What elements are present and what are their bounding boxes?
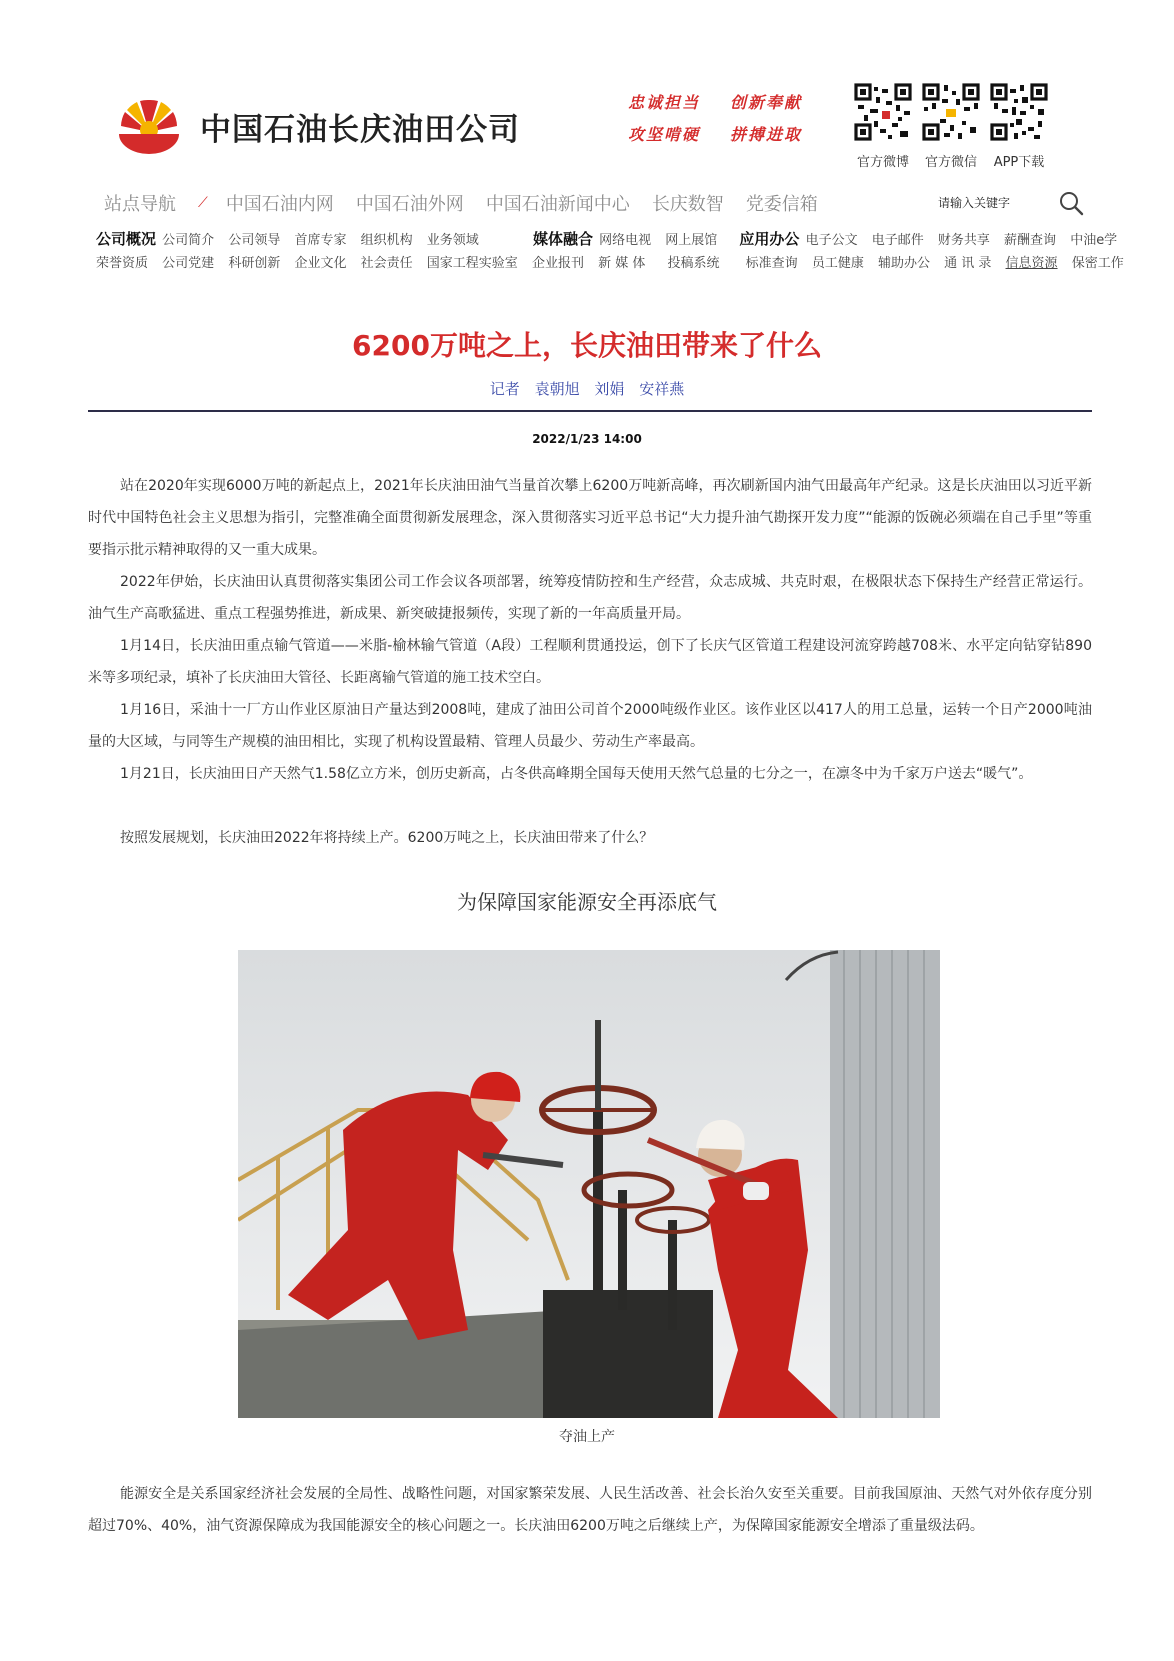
byline-label: 记者 [489,380,520,398]
app-download-qr-code-icon[interactable] [990,82,1048,142]
nav-site-navigation[interactable]: 站点导航 [104,194,176,215]
link-confidentiality[interactable]: 保密工作 [1071,256,1124,271]
link-honors[interactable]: 荣誉资质 [96,256,149,271]
link-office-assist[interactable]: 辅助办公 [877,256,930,271]
link-organization[interactable]: 组织机构 [360,233,413,248]
petrochina-logo[interactable] [118,92,180,154]
link-party-building[interactable]: 公司党建 [162,256,215,271]
link-email[interactable]: 电子邮件 [871,233,924,248]
link-cnpc-elearning[interactable]: 中油e学 [1070,233,1118,248]
byline [0,378,1174,399]
link-research[interactable]: 科研创新 [228,256,281,271]
top-nav [104,190,840,216]
link-corporate-culture[interactable]: 企业文化 [294,256,347,271]
qr-label-wechat: 官方微信 [924,155,977,170]
company-name: 中国石油长庆油田公司 [200,112,520,148]
article-paragraph: 1月16日，采油十一厂方山作业区原油日产量达到2008吨，建成了油田公司首个2000吨级作业区。该作业区以417人的用工总量，运转一个日产2000吨油量的大区域，与同等生产规模的油田相比，实现了机构设置最精、管理人员最少、劳动生产率最高。 [88,702,1092,750]
search-input[interactable]: 请输入关键字 [938,196,1011,210]
search-icon[interactable] [1058,190,1084,216]
slogan-3: 攻坚啃硬 [628,125,701,144]
link-row-1 [96,228,1127,249]
qr-label-app: APP下载 [993,155,1045,170]
link-social-responsibility[interactable]: 社会责任 [360,256,413,271]
link-online-exhibition[interactable]: 网上展馆 [665,233,718,248]
link-e-documents[interactable]: 电子公文 [805,233,858,248]
article-paragraph: 1月14日，长庆油田重点输气管道——米脂-榆林输气管道（A段）工程顺利贯通投运，创下了长庆气区管道工程建设河流穿跨越708米、水平定向钻穿钻890米等多项纪录，填补了长庆油田大管径、长距离输气管道的施工技术空白。 [88,638,1092,686]
article-photo [238,950,940,1418]
title-divider [88,410,1092,412]
article-title: 6200万吨之上，长庆油田带来了什么 [352,329,822,362]
slogan-4: 拼搏进取 [730,125,803,144]
slogan-2: 创新奉献 [730,93,803,112]
nav-petrochina-intranet[interactable]: 中国石油内网 [225,194,334,215]
author: 刘娟 [594,380,625,398]
link-chief-experts[interactable]: 首席专家 [294,233,347,248]
article-paragraph: 能源安全是关系国家经济社会发展的全局性、战略性问题，对国家繁荣发展、人民生活改善、社会长治久安至关重要。目前我国原油、天然气对外依存度分别超过70%、40%，油气资源保障成为我国能源安全的核心问题之一。长庆油田6200万吨之后继续上产，为保障国家能源安全增添了重量级法码。 [88,1486,1092,1534]
link-company-leaders[interactable]: 公司领导 [228,233,281,248]
link-standards-query[interactable]: 标准查询 [745,256,798,271]
nav-changqing-digital[interactable]: 长庆数智 [651,194,724,215]
nav-party-mailbox[interactable]: 党委信箱 [745,194,818,215]
link-network-tv[interactable]: 网络电视 [599,233,652,248]
slogan-1: 忠诚担当 [628,93,701,112]
group-office-apps: 应用办公 [739,230,800,248]
link-row-2 [96,252,1134,271]
nav-petrochina-internet[interactable]: 中国石油外网 [355,194,464,215]
article-paragraph: 按照发展规划，长庆油田2022年将持续上产。6200万吨之上，长庆油田带来了什么？ [120,830,654,846]
nav-petrochina-news-center[interactable]: 中国石油新闻中心 [485,194,630,215]
link-info-resources[interactable]: 信息资源 [1005,256,1058,271]
link-new-media[interactable]: 新 媒 体 [598,256,646,271]
link-finance-sharing[interactable]: 财务共享 [937,233,990,248]
nav-pipe-divider: ⟋ [198,195,208,211]
link-business-areas[interactable]: 业务领域 [426,233,479,248]
link-national-lab[interactable]: 国家工程实验室 [426,256,518,271]
article-paragraph: 站在2020年实现6000万吨的新起点上，2021年长庆油田油气当量首次攀上6200万吨新高峰，再次刷新国内油气田最高年产纪录。这是长庆油田以习近平新时代中国特色社会主义思想为指引，完整准确全面贯彻新发展理念，深入贯彻落实习近平总书记“大力提升油气勘探开发力度”“能源的饭碗必须端在自己手里”等重要指示批示精神取得的又一重大成果。 [88,478,1092,558]
link-company-profile[interactable]: 公司简介 [162,233,215,248]
author: 袁朝旭 [534,380,580,398]
link-employee-health[interactable]: 员工健康 [811,256,864,271]
section-heading: 为保障国家能源安全再添底气 [457,890,717,914]
link-corporate-newspaper[interactable]: 企业报刊 [531,256,584,271]
link-salary-query[interactable]: 薪酬查询 [1004,233,1057,248]
group-company-overview: 公司概况 [96,230,157,248]
author: 安祥燕 [639,380,685,398]
publish-date: 2022/1/23 14:00 [532,432,642,446]
article-paragraph: 1月21日，长庆油田日产天然气1.58亿立方米，创历史新高，占冬供高峰期全国每天使用天然气总量的七分之一，在凛冬中为千家万户送去“暖气”。 [120,766,1033,782]
article-paragraph: 2022年伊始，长庆油田认真贯彻落实集团公司工作会议各项部署，统筹疫情防控和生产经营，众志成城、共克时艰，在极限状态下保持生产经营正常运行。油气生产高歌猛进、重点工程强势推进，新成果、新突破捷报频传，实现了新的一年高质量开局。 [88,574,1092,622]
weibo-qr-code-icon[interactable] [854,82,912,142]
photo-caption: 夺油上产 [559,1429,615,1445]
link-submission-system[interactable]: 投稿系统 [667,256,720,271]
qr-label-weibo: 官方微博 [856,155,909,170]
group-media-integration: 媒体融合 [532,230,593,248]
oil-workers-illustration [238,950,940,1418]
link-directory[interactable]: 通 讯 录 [944,256,992,271]
wechat-qr-code-icon[interactable] [922,82,980,142]
